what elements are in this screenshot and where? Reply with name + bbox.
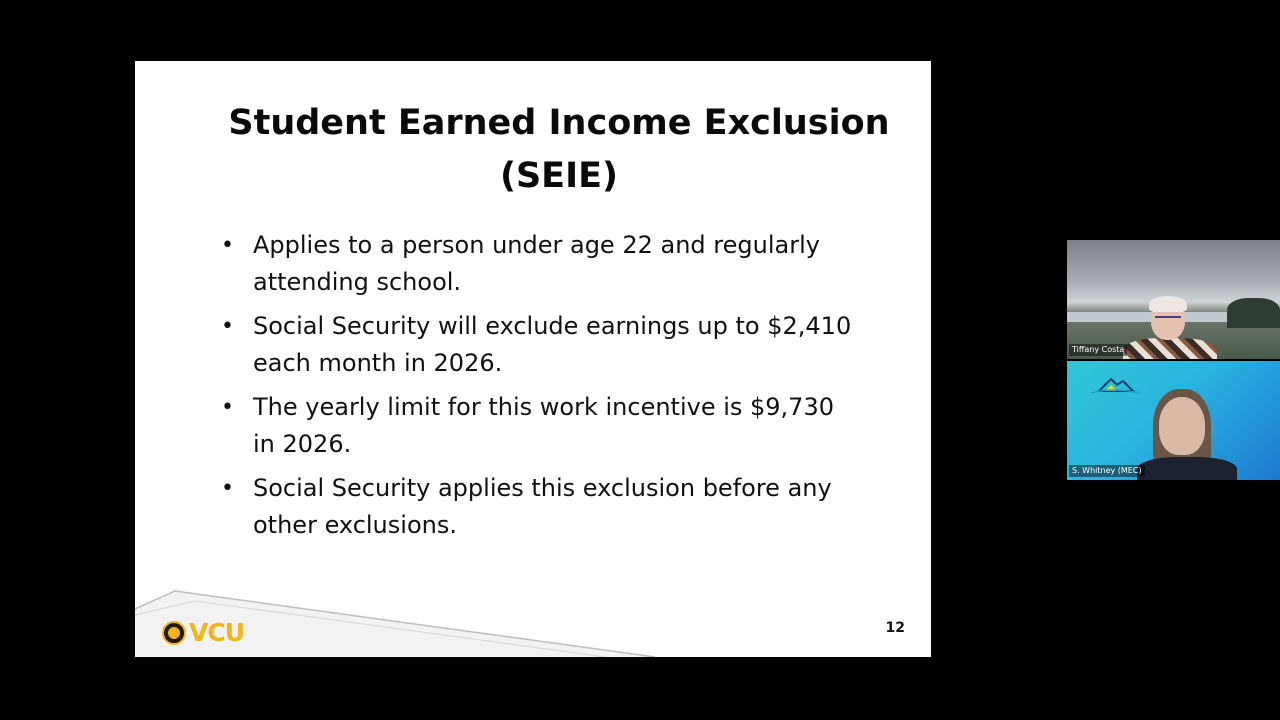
slide-title-line-2: (SEIE) bbox=[499, 156, 619, 196]
bullet-line: Social Security applies this exclusion before any bbox=[253, 474, 832, 502]
participant-name-label: S. Whitney (MEC) bbox=[1069, 465, 1145, 477]
vcu-logo-text: VCU bbox=[189, 618, 244, 647]
slide-page-number: 12 bbox=[885, 620, 905, 636]
bullet-item bbox=[221, 227, 891, 301]
participant-glasses bbox=[1155, 316, 1181, 324]
organization-logo-icon bbox=[1077, 375, 1147, 403]
bullet-glyph: • bbox=[221, 476, 234, 501]
bullet-line: other exclusions. bbox=[253, 511, 457, 539]
vcu-seal-icon bbox=[162, 621, 186, 645]
vcu-logo bbox=[162, 618, 244, 648]
bullet-line: in 2026. bbox=[253, 430, 352, 458]
bullet-line: attending school. bbox=[253, 268, 462, 296]
presentation-slide bbox=[135, 61, 931, 657]
participant-video-tile[interactable] bbox=[1067, 240, 1280, 359]
bullet-list bbox=[221, 227, 891, 551]
bullet-line: each month in 2026. bbox=[253, 349, 503, 377]
bullet-item bbox=[221, 308, 891, 382]
participant-hair bbox=[1149, 296, 1187, 312]
slide-title bbox=[135, 97, 931, 203]
participant-video-tile[interactable] bbox=[1067, 361, 1280, 480]
bullet-glyph: • bbox=[221, 233, 234, 258]
participant-figure bbox=[1137, 457, 1237, 480]
slide-title-line-1: Student Earned Income Exclusion bbox=[228, 103, 890, 143]
participant-figure bbox=[1123, 338, 1217, 359]
bullet-item bbox=[221, 389, 891, 463]
bullet-line: The yearly limit for this work incentive is $9,730 bbox=[253, 393, 834, 421]
bullet-glyph: • bbox=[221, 314, 234, 339]
video-background-trees bbox=[1227, 298, 1280, 328]
participant-name-label: Tiffany Costa bbox=[1069, 344, 1127, 356]
participant-face bbox=[1159, 397, 1205, 455]
bullet-item bbox=[221, 470, 891, 544]
bullet-glyph: • bbox=[221, 395, 234, 420]
bullet-line: Applies to a person under age 22 and regularly bbox=[253, 231, 820, 259]
bullet-line: Social Security will exclude earnings up to $2,410 bbox=[253, 312, 852, 340]
